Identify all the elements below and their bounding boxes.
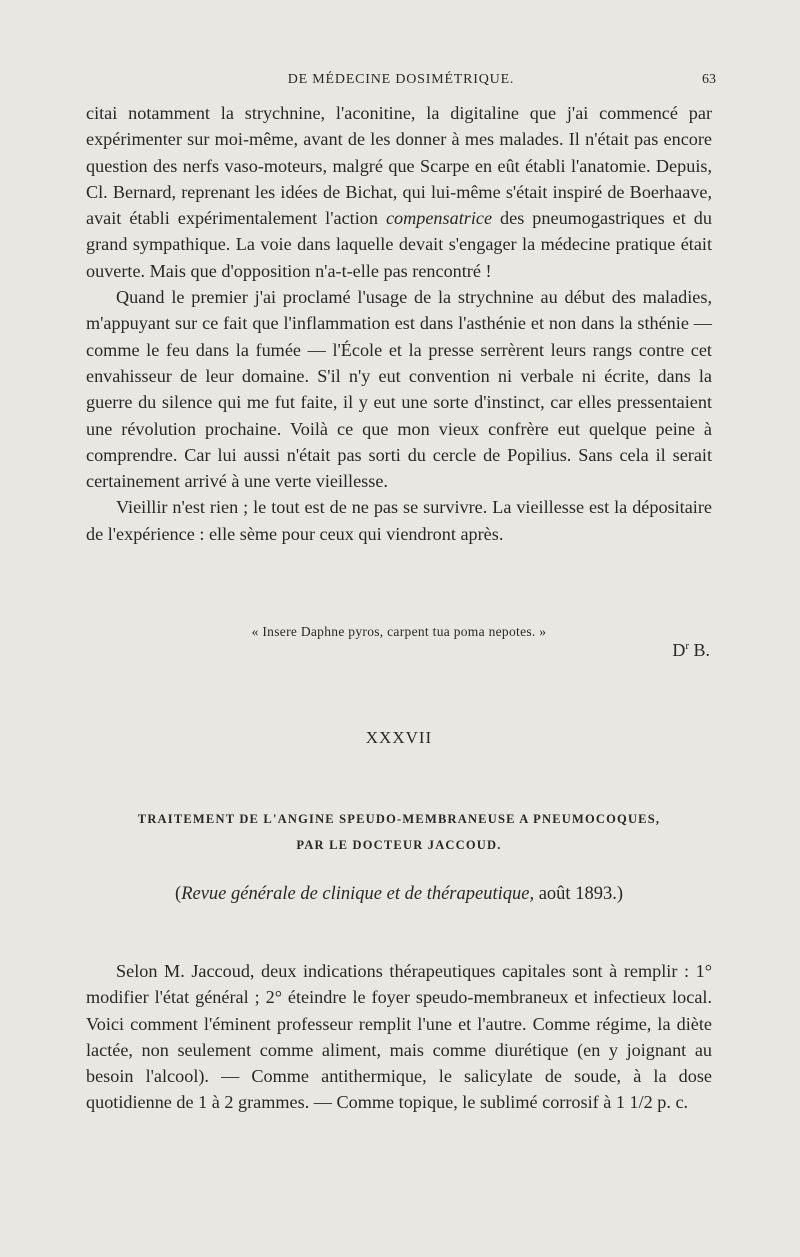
paragraph-continuation — [86, 100, 712, 284]
signature-prefix: D — [672, 640, 686, 660]
article-title-line-2: PAR LE DOCTEUR JACCOUD. — [296, 838, 502, 852]
signature-name: B. — [688, 640, 710, 660]
author-signature — [672, 640, 710, 661]
page-number: 63 — [702, 72, 716, 87]
paragraph-4: Selon M. Jaccoud, deux indications thérapeutiques capitales sont à remplir : 1° modifier l'état général ; 2° éteindre le foyer speudo-membraneux et infectieux local. Voici comment l'éminent professeur remplit l'une et l'autre. Comme régime, la diète lactée, non seulement comme aliment, mais comme diurétique (en y joignant au besoin l'alcool). — Comme antithermique, le salicylate de soude, à la dose quotidienne de 1 à 2 grammes. — Comme topique, le sublimé corrosif à 1 1/2 p. c. — [86, 961, 712, 1113]
paragraph-1-emphasis: compensatrice — [385, 208, 493, 229]
paragraph-1-part-1: citai notamment la strychnine, l'aconitine, la digitaline que j'ai commencé par expérimenter sur moi-même, avant de les donner à mes malades. Il n'était pas encore question des nerfs vaso-moteurs, malgré que Scarpe en eût établi l'anatomie. Depuis, Cl. Bernard, reprenant les idées de Bichat, qui lui-même s'était inspiré de Boerhaave, avait établi expérimentalement l'action — [86, 103, 712, 229]
source-open-paren: ( — [175, 884, 182, 904]
body-text-top — [86, 100, 712, 547]
source-date: août 1893.) — [534, 884, 623, 904]
latin-quote: « Insere Daphne pyros, carpent tua poma nepotes. » — [251, 624, 547, 639]
paragraph-1-part-2: des pneumogastriques et du grand sympathique. La voie dans laquelle devait s'engager la médecine pratique était ouverte. Mais que d'opposition n'a-t-elle pas rencontré ! — [86, 208, 712, 281]
signature-superscript: r — [685, 640, 689, 652]
article-title — [86, 806, 712, 858]
article-source — [86, 884, 712, 905]
section-number: XXXVII — [365, 728, 433, 747]
article-title-line-1: TRAITEMENT DE L'ANGINE SPEUDO-MEMBRANEUSE A PNEUMOCOQUES, — [137, 812, 661, 826]
page-header — [86, 72, 716, 96]
running-head: DE MÉDECINE DOSIMÉTRIQUE. — [287, 72, 515, 87]
paragraph-3: Vieillir n'est rien ; le tout est de ne pas se survivre. La vieillesse est la dépositaire de l'expérience : elle sème pour ceux qui viendront après. — [86, 497, 712, 544]
body-text-bottom — [86, 958, 712, 1116]
source-journal: Revue générale de clinique et de thérapeutique, — [181, 884, 535, 904]
paragraph-2: Quand le premier j'ai proclamé l'usage de la strychnine au début des maladies, m'appuyant sur ce fait que l'inflammation est dans l'asthénie et non dans la sthénie — comme le feu dans la fumée — l'École et la presse serrèrent leurs rangs contre cet envahisseur de leur domaine. S'il n'y eut convention ni verbale ni écrite, dans la guerre du silence qui me fut faite, il y eut une sorte d'instinct, car elles pressentaient une révolution prochaine. Voilà ce que mon vieux confrère eut quelque peine à comprendre. Car lui aussi n'était pas sorti du cercle de Popilius. Sans cela il serait certainement arrivé à une verte vieillesse. — [86, 287, 712, 492]
